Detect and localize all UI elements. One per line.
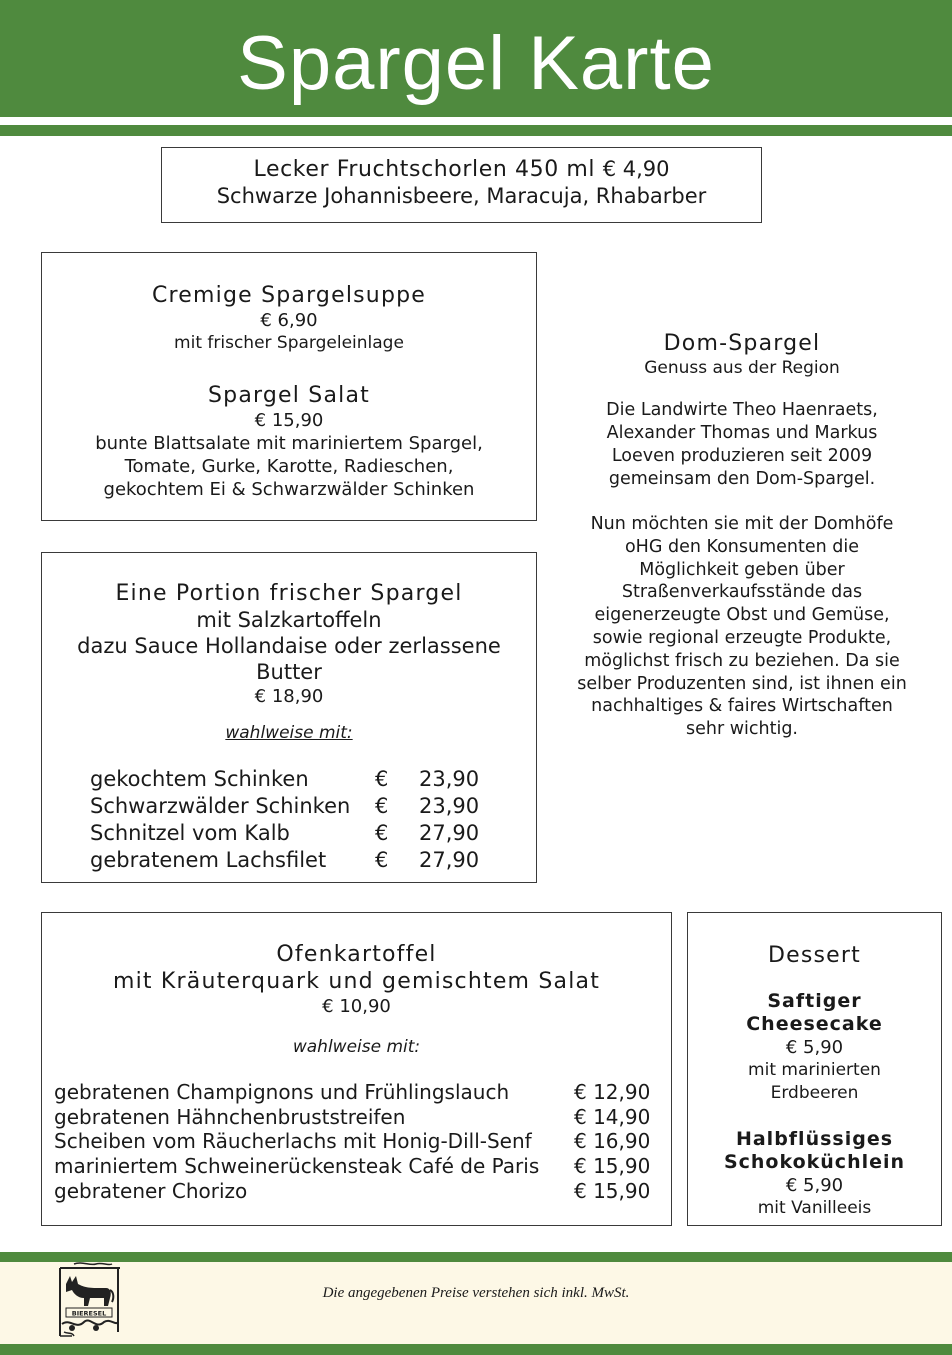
salad-desc-2: Tomate, Gurke, Karotte, Radieschen, bbox=[124, 456, 454, 477]
potato-price: € 10,90 bbox=[322, 996, 391, 1017]
portion-line-2: dazu Sauce Hollandaise oder zerlassene bbox=[77, 634, 501, 658]
page-title: Spargel Karte bbox=[237, 21, 715, 106]
side-line: möglichst frisch zu beziehen. Da sie bbox=[584, 650, 900, 671]
option-currency: € bbox=[375, 767, 389, 791]
dessert-box bbox=[687, 912, 942, 1226]
side-paragraph-2 bbox=[562, 513, 922, 741]
footer-vat-note: Die angegebenen Preise verstehen sich inkl. MwSt. bbox=[322, 1285, 630, 1301]
side-line: sowie regional erzeugte Produkte, bbox=[592, 627, 892, 648]
side-line: oHG den Konsumenten die bbox=[624, 536, 860, 557]
soup-desc: mit frischer Spargeleinlage bbox=[174, 333, 404, 353]
side-line: sehr wichtig. bbox=[685, 719, 798, 740]
portion-box bbox=[41, 552, 537, 883]
side-paragraph-1 bbox=[562, 399, 922, 491]
dessert-item-2-price: € 5,90 bbox=[785, 1175, 844, 1196]
portion-line-1: mit Salzkartoffeln bbox=[196, 608, 382, 632]
side-line: Alexander Thomas und Markus bbox=[606, 423, 878, 443]
salad-title: Spargel Salat bbox=[208, 383, 370, 408]
bieresel-logo-icon bbox=[52, 1262, 132, 1344]
soup-salad-box bbox=[41, 252, 537, 521]
option-price: 23,90 bbox=[419, 767, 480, 791]
soup-title: Cremige Spargelsuppe bbox=[151, 283, 427, 308]
dessert-item-1-name-1: Saftiger bbox=[767, 990, 862, 1012]
side-subtitle: Genuss aus der Region bbox=[644, 358, 840, 378]
potato-title-2: mit Kräuterquark und gemischtem Salat bbox=[112, 969, 601, 994]
side-line: Die Landwirte Theo Haenraets, bbox=[606, 400, 878, 420]
dessert-item-1-desc-2: Erdbeeren bbox=[770, 1083, 859, 1103]
option-name: mariniertem Schweinerückensteak Café de Paris bbox=[54, 1154, 540, 1178]
side-line: eigenerzeugte Obst und Gemüse, bbox=[594, 605, 890, 626]
portion-line-3: Butter bbox=[256, 660, 322, 684]
dessert-item-2-name-2: Schokoküchlein bbox=[723, 1151, 906, 1173]
option-price: € 16,90 bbox=[574, 1129, 651, 1153]
portion-title: Eine Portion frischer Spargel bbox=[115, 581, 463, 606]
side-line: Loeven produzieren seit 2009 bbox=[611, 446, 873, 466]
side-line: nachhaltiges & faires Wirtschaften bbox=[591, 696, 893, 717]
dessert-title: Dessert bbox=[767, 943, 861, 968]
dessert-item-1-name-2: Cheesecake bbox=[746, 1013, 883, 1035]
option-price: € 15,90 bbox=[574, 1179, 651, 1203]
option-price: € 12,90 bbox=[574, 1080, 651, 1104]
dessert-item-2-name-1: Halbflüssiges bbox=[735, 1128, 894, 1150]
option-currency: € bbox=[375, 794, 389, 818]
side-title: Dom-Spargel bbox=[663, 331, 821, 356]
option-price: 27,90 bbox=[419, 848, 480, 872]
dessert-item-2-desc: mit Vanilleeis bbox=[757, 1198, 872, 1218]
portion-price: € 18,90 bbox=[254, 686, 324, 707]
option-price: 27,90 bbox=[419, 821, 480, 845]
side-line: selber Produzenten sind, ist ihnen ein bbox=[577, 673, 907, 694]
side-line: Nun möchten sie mit der Domhöfe bbox=[590, 514, 894, 534]
drinks-title: Lecker Fruchtschorlen 450 ml bbox=[253, 157, 596, 182]
side-line: Möglichkeit geben über bbox=[639, 559, 845, 580]
footer-stripe-top bbox=[0, 1252, 952, 1262]
option-currency: € bbox=[375, 821, 389, 845]
option-name: gebratenen Champignons und Frühlingslauch bbox=[54, 1080, 510, 1104]
dessert-item-1-price: € 5,90 bbox=[785, 1037, 844, 1058]
drinks-price: € 4,90 bbox=[602, 157, 670, 181]
option-price: 23,90 bbox=[419, 794, 480, 818]
footer-stripe-bottom bbox=[0, 1344, 952, 1355]
side-line: Straßenverkaufsstände das bbox=[621, 582, 863, 603]
salad-desc-3: gekochtem Ei & Schwarzwälder Schinken bbox=[103, 479, 475, 500]
header-banner bbox=[0, 0, 952, 117]
option-currency: € bbox=[375, 848, 389, 872]
drinks-flavors: Schwarze Johannisbeere, Maracuja, Rhabarber bbox=[216, 184, 707, 208]
option-name: Scheiben vom Räucherlachs mit Honig-Dill-Senf bbox=[54, 1129, 532, 1153]
salad-price: € 15,90 bbox=[254, 410, 324, 431]
option-price: € 15,90 bbox=[574, 1154, 651, 1178]
potato-option-label: wahlweise mit: bbox=[292, 1037, 421, 1057]
potato-box bbox=[41, 912, 672, 1226]
option-name: gekochtem Schinken bbox=[90, 767, 309, 791]
option-name: Schnitzel vom Kalb bbox=[90, 821, 290, 845]
header-stripe bbox=[0, 125, 952, 136]
side-line: gemeinsam den Dom-Spargel. bbox=[608, 469, 876, 489]
drinks-line-1 bbox=[162, 156, 761, 183]
option-price: € 14,90 bbox=[574, 1105, 651, 1129]
drinks-box bbox=[161, 147, 762, 223]
option-name: gebratenen Hähnchenbruststreifen bbox=[54, 1105, 406, 1129]
potato-title-1: Ofenkartoffel bbox=[276, 942, 437, 967]
option-name: gebratener Chorizo bbox=[54, 1179, 248, 1203]
option-name: Schwarzwälder Schinken bbox=[90, 794, 351, 818]
dessert-item-1-desc-1: mit marinierten bbox=[748, 1060, 881, 1080]
dom-spargel-info bbox=[562, 330, 922, 741]
svg-text:BIERESEL: BIERESEL bbox=[71, 1309, 107, 1318]
portion-option-label: wahlweise mit: bbox=[225, 723, 353, 743]
soup-price: € 6,90 bbox=[260, 310, 318, 331]
salad-desc-1: bunte Blattsalate mit mariniertem Spargel, bbox=[95, 433, 483, 454]
option-name: gebratenem Lachsfilet bbox=[90, 848, 327, 872]
footer-band bbox=[0, 1262, 952, 1344]
